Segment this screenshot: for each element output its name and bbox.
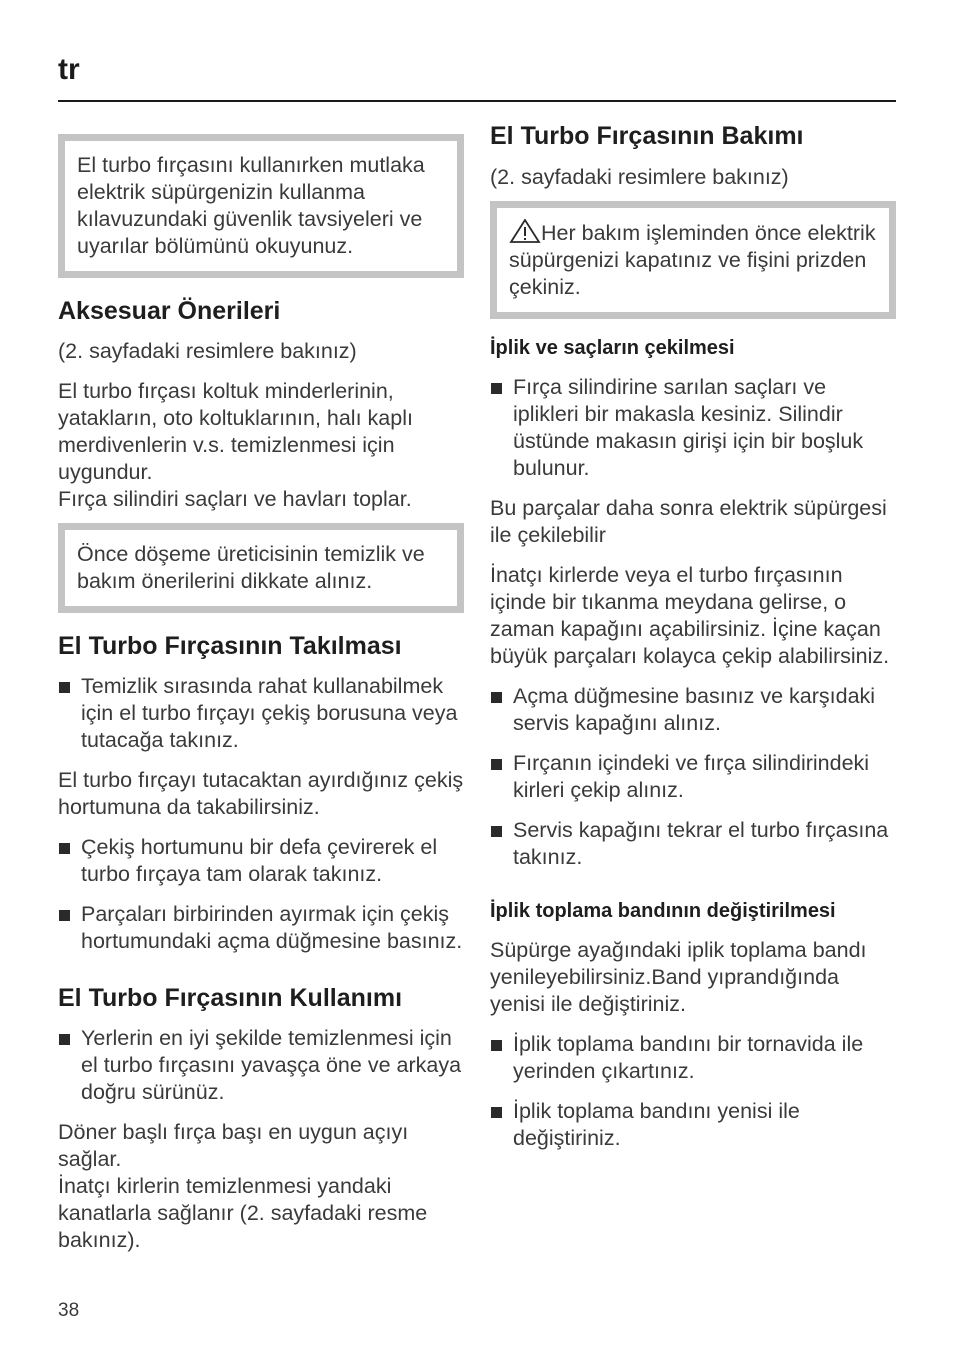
warning-box bbox=[490, 201, 896, 319]
threads-paragraph-2: İnatçı kirlerde veya el turbo fırçasının içinde bir tıkanma meydana gelirse, o zaman kapağını açabilirsiniz. İçine kaçan büyük parçaları kolayca çekip alabilirsiniz. bbox=[490, 563, 890, 668]
page-number: 38 bbox=[58, 1300, 80, 1321]
upholstery-note-text: Önce döşeme üreticisinin temizlik ve bakım önerilerini dikkate alınız. bbox=[77, 542, 425, 593]
accessory-paragraph-2: Fırça silindiri saçları ve havları toplar. bbox=[58, 487, 412, 511]
list-item: Açma düğmesine basınız ve karşıdaki servis kapağını alınız. bbox=[490, 683, 896, 737]
heading-usage: El Turbo Fırçasının Kullanımı bbox=[58, 984, 403, 1012]
list-item: Servis kapağını tekrar el turbo fırçasına takınız. bbox=[490, 817, 896, 871]
threads-paragraph-1: Bu parçalar daha sonra elektrik süpürgesi ile çekilebilir bbox=[490, 496, 887, 547]
list-item: İplik toplama bandını bir tornavida ile yerinden çıkartınız. bbox=[490, 1031, 896, 1085]
list-item: Fırça silindirine sarılan saçları ve iplikleri bir makasla kesiniz. Silindir üstünde makasın girişi için bir boşluk bulunur. bbox=[490, 374, 896, 482]
safety-note-text: El turbo fırçasını kullanırken mutlaka elektrik süpürgenizin kullanma kılavuzundaki güvenlik tavsiyeleri ve uyarılar bölümünü okuyunuz. bbox=[77, 153, 425, 258]
image-reference-1: (2. sayfadaki resimlere bakınız) bbox=[58, 339, 357, 363]
right-column bbox=[490, 118, 896, 1152]
list-item: Parçaları birbirinden ayırmak için çekiş hortumundaki açma düğmesine basınız. bbox=[58, 901, 464, 955]
usage-paragraph-1: Döner başlı fırça başı en uygun açıyı sağlar. bbox=[58, 1120, 409, 1171]
attaching-paragraph: El turbo fırçayı tutacaktan ayırdığınız çekiş hortumuna da takabilirsiniz. bbox=[58, 768, 464, 819]
subheading-removing-threads: İplik ve saçların çekilmesi bbox=[490, 337, 735, 359]
heading-maintenance: El Turbo Fırçasının Bakımı bbox=[490, 122, 804, 150]
warning-text: Her bakım işleminden önce elektrik süpürgenizi kapatınız ve fişini prizden çekiniz. bbox=[509, 221, 876, 299]
language-code: tr bbox=[58, 53, 80, 86]
safety-note-box bbox=[58, 134, 464, 278]
subheading-replacing-band: İplik toplama bandının değiştirilmesi bbox=[490, 900, 836, 922]
list-item: Temizlik sırasında rahat kullanabilmek için el turbo fırçayı çekiş borusuna veya tutacağa takınız. bbox=[58, 673, 464, 754]
list-item: Yerlerin en iyi şekilde temizlenmesi için el turbo fırçasını yavaşça öne ve arkaya doğru sürünüz. bbox=[58, 1025, 464, 1106]
list-item: Çekiş hortumunu bir defa çevirerek el turbo fırçaya tam olarak takınız. bbox=[58, 834, 464, 888]
heading-accessory-recommendations: Aksesuar Önerileri bbox=[58, 297, 281, 325]
header-rule bbox=[58, 100, 896, 102]
accessory-paragraph-1: El turbo fırçası koltuk minderlerinin, yatakların, oto koltuklarının, halı kaplı merdivenlerin v.s. temizlenmesi için uygundur. bbox=[58, 379, 413, 484]
list-item: İplik toplama bandını yenisi ile değiştiriniz. bbox=[490, 1098, 896, 1152]
usage-paragraph-2: İnatçı kirlerin temizlenmesi yandaki kanatlarla sağlanır (2. sayfadaki resme bakınız). bbox=[58, 1174, 428, 1252]
image-reference-2: (2. sayfadaki resimlere bakınız) bbox=[490, 165, 789, 189]
upholstery-note-box bbox=[58, 523, 464, 613]
warning-triangle-icon bbox=[509, 219, 541, 243]
band-paragraph: Süpürge ayağındaki iplik toplama bandı yenileyebilirsiniz.Band yıprandığında yenisi ile değiştiriniz. bbox=[490, 938, 867, 1016]
list-item: Fırçanın içindeki ve fırça silindirindeki kirleri çekip alınız. bbox=[490, 750, 896, 804]
heading-attaching: El Turbo Fırçasının Takılması bbox=[58, 632, 402, 660]
left-column bbox=[58, 118, 464, 1254]
